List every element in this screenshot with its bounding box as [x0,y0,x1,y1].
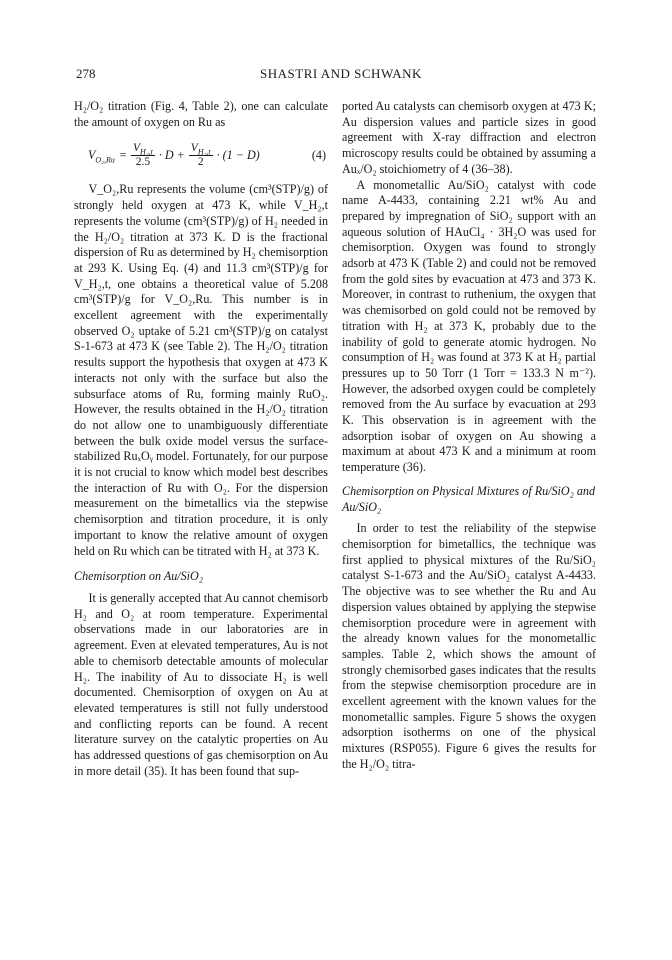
equation-number: (4) [311,147,326,162]
section-heading-physical-mixtures: Chemisorption on Physical Mixtures of Ru/SiO₂ and Au/SiO₂ [342,483,596,514]
section-heading-au-sio2: Chemisorption on Au/SiO₂ [74,569,203,584]
eq-term-1-rest: · D + [158,147,185,162]
right-paragraph-1: ported Au catalysts can chemisorb oxygen at 473 K; Au dispersion values and particle sizes in good agreement with X-ray diffraction and electron microscopy results could be obtained by assuming a Auₓ/O₂ stoichiometry of 4 (36–38). [342,99,596,176]
eq-fraction-2: $\frac{V_{H_2,t}}{2}$ [190,141,211,168]
running-title: SHASTRI AND SCHWANK [260,66,422,81]
page-number: 278 [76,66,96,81]
equation-body [74,142,260,169]
left-column [74,99,328,779]
eq-fraction-1: $\frac{V_{H_2,t}}{2.5}$ [133,141,153,168]
right-paragraph-2: A monometallic Au/SiO₂ catalyst with code name A-4433, containing 2.21 wt% Au and prepared by impregnation of SiO₂ support with an aqueous solution of HAuCl₄ · 3H₂O was used for chemisorption. Oxygen was found to strongly adsorb at 473 K (Table 2) and could not be removed from the gold sites by evacuation at 473 and 373 K. Moreover, in contrast to ruthenium, the oxygen that was chemisorbed on gold could not be removed by titration with H₂ at 373 K, probably due to the inability of gold to generate atomic hydrogen. No consumption of H₂ was found at 373 K at H₂ partial pressures up to 50 Torr (1 Torr = 133.3 N m⁻²). However, the adsorbed oxygen could be completely removed from the Au surface by evacuation at 293 K. This observation is in agreement with the adsorption isobar of oxygen on Au showing a maximum at about 473 K and a minimum at room temperature (36). [342,177,596,475]
eq-equals: = [118,147,128,162]
right-column [342,99,596,773]
eq-lhs: $V_{O_2,Ru}$ [88,147,115,164]
left-paragraph-3: It is generally accepted that Au cannot chemisorb H₂ and O₂ at room temperature. Experimental observations made in our laboratories are in agreement. Even at elevated temperatures, Au is not able to chemisorb detectable amounts of molecular H₂. The inability of Au to dissociate H₂ is well documented. Chemisorption of oxygen on Au at elevated temperatures is still not fully understood and conflicting reports can be found. A recent literature survey on the catalytic properties on Au has addressed questions of gas chemisorption on Au in more detail (35). It has been found that sup- [74,590,328,778]
eq-term-2-rest: · (1 − D) [216,147,260,162]
right-paragraph-3: In order to test the reliability of the stepwise chemisorption for bimetallics, the technique was first applied to physical mixtures of the Ru/SiO₂ catalyst S-1-673 and the Au/SiO₂ catalyst A-4433. The objective was to see whether the Ru and Au dispersion values obtained by applying the stepwise chemisorption procedure were in agreement with the already known values for the monometallic samples. Table 2, which shows the amount of strongly chemisorbed gases indicates that the results from the stepwise chemisorption procedure are in excellent agreement with the known values for the monometallic samples. Figure 5 shows the oxygen adsorption isotherms on one of the physical mixtures (RSP055). Figure 6 gives the results for the H₂/O₂ titra- [342,521,596,771]
left-paragraph-1: H₂/O₂ titration (Fig. 4, Table 2), one can calculate the amount of oxygen on Ru as [74,99,328,129]
equation-4 [74,132,328,178]
page-header [76,66,606,84]
left-paragraph-2: V_O₂,Ru represents the volume (cm³(STP)/g) of strongly held oxygen at 473 K, while V_H₂,t represents the volume (cm³(STP)/g) of H₂ needed in the H₂/O₂ titration at 373 K. D is the fractional dispersion of Ru as determined by H₂ chemisorption at 293 K. Using Eq. (4) and 11.3 cm³(STP)/g for V_H₂,t, one obtains a theoretical value of 5.208 cm³(STP)/g for V_O₂,Ru. This number is in excellent agreement with the experimentally observed O₂ uptake of 5.21 cm³(STP)/g on catalyst S-1-673 at 473 K (see Table 2). The H₂/O₂ titration results support the hypothesis that oxygen at 473 K interacts not only with the surface but also the subsurface atoms of Ru, forming mainly RuO₂. However, the results obtained in the H₂/O₂ titration do not allow one to unambiguously differentiate between the bulk oxide model versus the surface-stabilized RuₓOᵧ model. Fortunately, for our purpose it is not crucial to know which model best describes the interaction of Ru with O₂. For the dispersion measurement on the bimetallics via the stepwise chemisorption and titration procedure, it is only important to know the relative amount of oxygen held on Ru which can be titrated with H₂ at 373 K. [74,182,328,558]
